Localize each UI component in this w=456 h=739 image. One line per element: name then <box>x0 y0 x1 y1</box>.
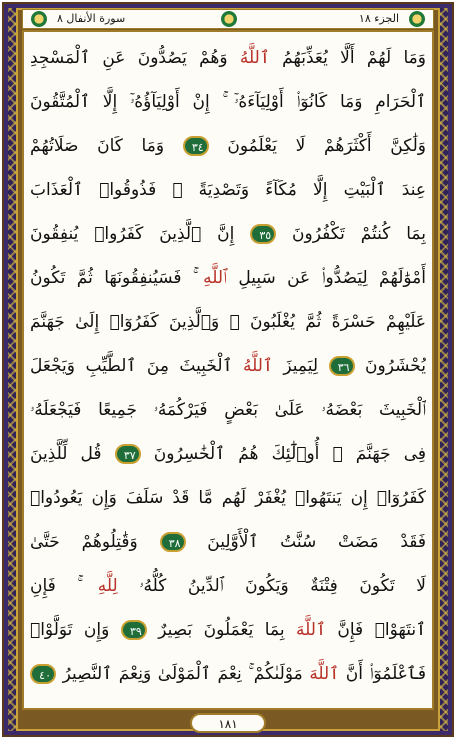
verse-text: فَٱعْلَمُوٓا۟ أَنَّ <box>339 664 426 684</box>
verse-text: كَفَرُوٓا۟ إِن يَنتَهُوا۟ يُغْفَرْ لَهُم مَّا قَدْ سَلَفَ وَإِن يَعُودُوا۟ <box>30 488 426 508</box>
verse-text: ٱلْخَبِيثَ مِنَ ٱلطَّيِّبِ وَيَجْعَلَ <box>30 356 243 376</box>
verse-text: بِمَا كُنتُمْ تَكْفُرُونَ <box>276 224 426 244</box>
verse-line <box>30 214 426 254</box>
divine-name: ٱللَّهِ <box>203 268 227 288</box>
verse-line <box>30 478 426 518</box>
verse-text: بِمَا يَعْمَلُونَ بَصِيرٌ <box>146 620 297 640</box>
verse-text: لَا تَكُونَ فِتْنَةٌ وَيَكُونَ ٱلدِّينُ كُلُّهُۥ <box>117 576 426 596</box>
verse-text: لِيَمِيزَ <box>272 356 329 376</box>
verse-text: وَإِن تَوَلَّوْا۟ <box>30 620 121 640</box>
verse-text: أَمْوَٰلَهُمْ لِيَصُدُّوا۟ عَن سَبِيلِ <box>226 268 426 288</box>
juz-label: الجزء ١٨ <box>358 12 399 25</box>
verse-text: عِندَ ٱلْبَيْتِ إِلَّا مُكَآءً وَتَصْدِيَةً ۚ فَذُوقُوا۟ ٱلْعَذَابَ <box>30 180 426 200</box>
verse-text: وَمَا لَهُمْ أَلَّا يُعَذِّبَهُمُ <box>269 48 426 68</box>
verse-line <box>30 258 426 298</box>
verse-text: عَلَيْهِمْ حَسْرَةً ثُمَّ يُغْلَبُونَ ۗ وَٱلَّذِينَ كَفَرُوٓا۟ إِلَىٰ جَهَنَّمَ <box>30 312 426 332</box>
verse-text: ٱلْحَرَامِ وَمَا كَانُوٓا۟ أَوْلِيَآءَهُۥٓ ۚ إِنْ أَوْلِيَآؤُهُۥٓ إِلَّا ٱلْمُتَّقُونَ <box>30 92 426 112</box>
ayah-number-marker: ٤٠ <box>30 664 56 684</box>
verse-line <box>30 434 426 474</box>
verse-line <box>30 346 426 386</box>
verse-text: ٱنتَهَوْا۟ فَإِنَّ <box>325 620 426 640</box>
divine-name: ٱللَّهَ <box>309 664 340 684</box>
divine-name: لِلَّهِ <box>97 576 118 596</box>
verse-text: وَلَٰكِنَّ أَكْثَرَهُمْ لَا يَعْلَمُونَ <box>208 136 426 156</box>
divine-name: ٱللَّهَ <box>296 620 326 640</box>
verse-line <box>30 126 426 166</box>
verse-text: ۚ فَإِنِ <box>30 576 98 596</box>
page-header <box>22 9 434 29</box>
verse-line <box>30 170 426 210</box>
verse-line <box>30 654 426 694</box>
verse-text: فَقَدْ مَضَتْ سُنَّتُ ٱلْأَوَّلِينَ <box>185 532 426 552</box>
ayah-number-marker: ٣٥ <box>250 224 276 244</box>
verse-text: وَهُمْ يَصُدُّونَ عَنِ ٱلْمَسْجِدِ <box>30 48 240 68</box>
verse-text: قُل لِّلَّذِينَ <box>30 444 115 464</box>
verse-line <box>30 38 426 78</box>
divine-name: ٱللَّهُ <box>239 48 270 68</box>
verse-text: ۚ فَسَيُنفِقُونَهَا ثُمَّ تَكُونُ <box>30 268 204 288</box>
page-number-badge <box>190 713 266 733</box>
verse-text: فِى جَهَنَّمَ ۚ أُو۟لَٰٓئِكَ هُمُ ٱلْخَٰسِرُونَ <box>140 444 426 464</box>
medallion-icon <box>31 11 47 27</box>
medallion-icon <box>409 11 425 27</box>
ayah-number-marker: ٣٤ <box>183 136 209 156</box>
verse-text: وَمَا كَانَ صَلَاتُهُمْ <box>30 136 183 156</box>
divine-name: ٱللَّهُ <box>243 356 273 376</box>
verse-text: ٱلْخَبِيثَ بَعْضَهُۥ عَلَىٰ بَعْضٍ فَيَرْكُمَهُۥ جَمِيعًا فَيَجْعَلَهُۥ <box>30 400 426 420</box>
verse-line <box>30 522 426 562</box>
verse-text: إِنَّ ٱلَّذِينَ كَفَرُوا۟ يُنفِقُونَ <box>30 224 251 244</box>
verse-text: وَقَٰتِلُوهُمْ حَتَّىٰ <box>30 532 160 552</box>
ayah-number-marker: ٣٧ <box>115 444 141 464</box>
page-number: ١٨١ <box>218 717 238 731</box>
verse-line <box>30 82 426 122</box>
ayah-number-marker: ٣٩ <box>121 620 147 640</box>
surah-label: سورة الأنفال ٨ <box>57 12 126 25</box>
verse-line <box>30 302 426 342</box>
ayah-number-marker: ٣٦ <box>329 356 355 376</box>
medallion-icon <box>221 11 237 27</box>
verse-line <box>30 390 426 430</box>
ayah-number-marker: ٣٨ <box>160 532 186 552</box>
verse-text: يُحْشَرُونَ <box>354 356 426 376</box>
verse-line <box>30 610 426 650</box>
verse-line <box>30 566 426 606</box>
verse-text: مَوْلَىٰكُمْ ۚ نِعْمَ ٱلْمَوْلَىٰ وَنِعْمَ ٱلنَّصِيرُ <box>56 664 310 684</box>
